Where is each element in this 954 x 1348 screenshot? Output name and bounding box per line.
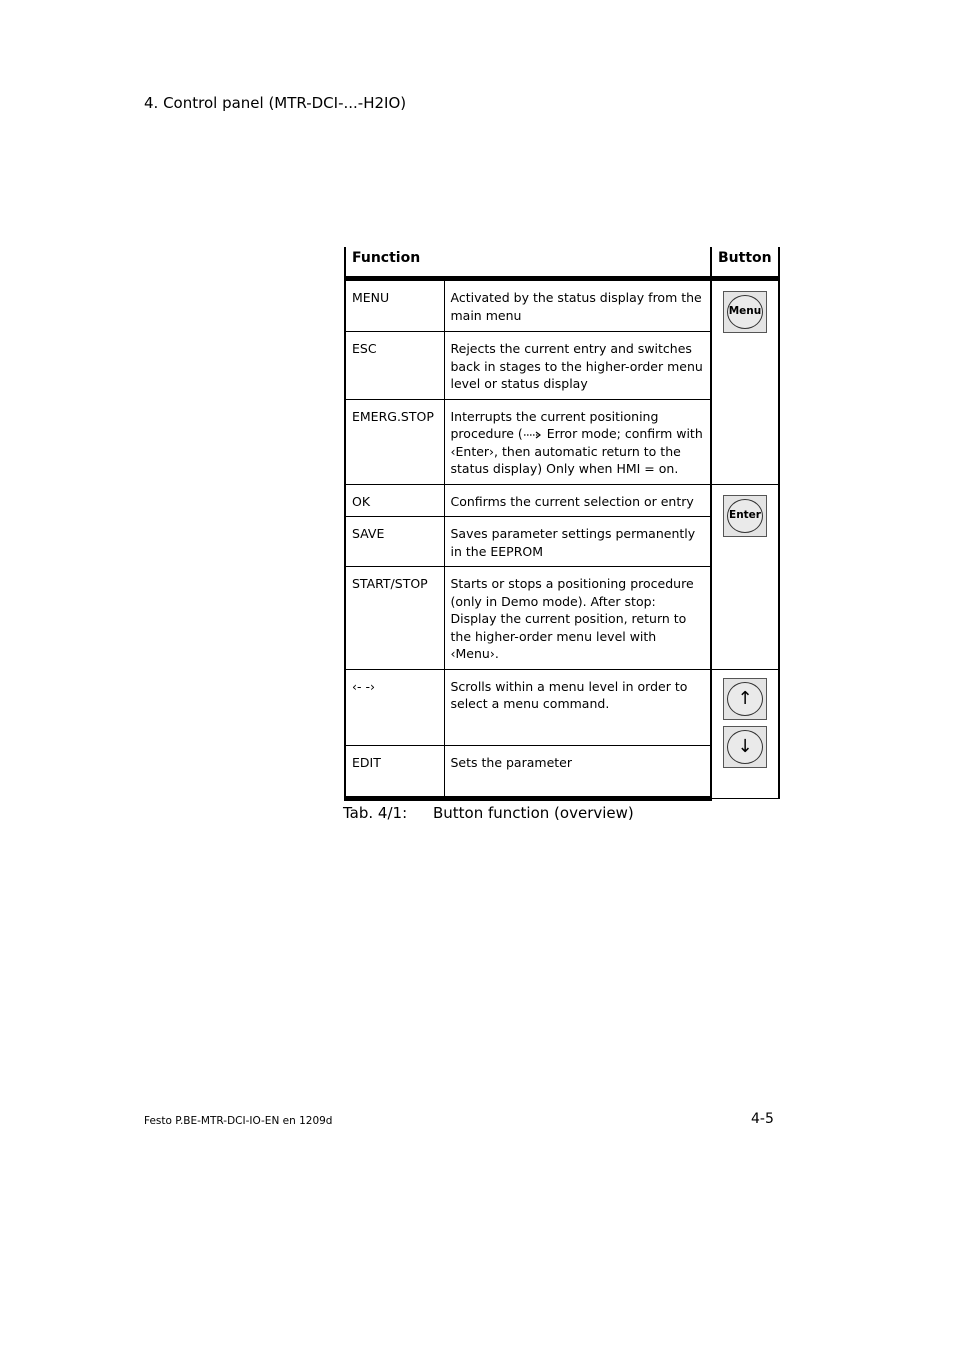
function-cell: OK [345, 484, 444, 517]
table-row [345, 279, 779, 332]
description-cell: Starts or stops a positioning procedure (only in Demo mode). After stop: Display the current position, return to the higher-order menu level with ‹Menu›. [444, 567, 711, 670]
table-header-row [345, 247, 779, 279]
description-cell: Rejects the current entry and switches back in stages to the higher-order menu level or status display [444, 332, 711, 400]
button-cell-enter [711, 484, 779, 669]
button-function-table [344, 247, 778, 801]
arrow-up-icon: ↑ [727, 682, 763, 716]
column-header-function: Function [345, 247, 711, 279]
enter-key-label: Enter [727, 499, 763, 533]
function-cell: MENU [345, 279, 444, 332]
menu-key [723, 291, 767, 333]
description-cell: Sets the parameter [444, 745, 711, 798]
button-cell-arrows [711, 669, 779, 798]
function-cell: ‹- -› [345, 669, 444, 745]
arrow-down-icon: ↓ [727, 730, 763, 764]
menu-key-label: Menu [727, 295, 763, 329]
table-row [345, 669, 779, 745]
table-row [345, 484, 779, 517]
function-cell: SAVE [345, 517, 444, 567]
down-key [723, 726, 767, 768]
button-cell-menu [711, 279, 779, 485]
column-header-button: Button [711, 247, 779, 279]
caption-text: Button function (overview) [433, 804, 634, 822]
function-cell: ESC [345, 332, 444, 400]
dotted-arrow-icon [523, 430, 543, 440]
function-cell: EMERG.STOP [345, 399, 444, 484]
enter-key [723, 495, 767, 537]
function-cell: EDIT [345, 745, 444, 798]
description-cell: Confirms the current selection or entry [444, 484, 711, 517]
description-cell: Scrolls within a menu level in order to select a menu command. [444, 669, 711, 745]
description-cell [444, 399, 711, 484]
description-part: Interrupts the current positioning procedure ( [450, 408, 659, 441]
footer-page-number: 4-5 [751, 1111, 774, 1127]
description-cell: Activated by the status display from the main menu [444, 279, 711, 332]
footer-document-id: Festo P.BE-MTR-DCI-IO-EN en 1209d [144, 1115, 333, 1127]
up-key [723, 678, 767, 720]
section-title: 4. Control panel (MTR-DCI-...-H2IO) [144, 94, 407, 112]
function-cell: START/STOP [345, 567, 444, 670]
table-caption [343, 804, 634, 822]
description-part: Error mode; confirm with ‹Enter›, then automatic return to the status display) Only when HMI = on. [450, 426, 703, 476]
description-cell: Saves parameter settings permanently in the EEPROM [444, 517, 711, 567]
caption-label: Tab. 4/1: [343, 804, 408, 822]
